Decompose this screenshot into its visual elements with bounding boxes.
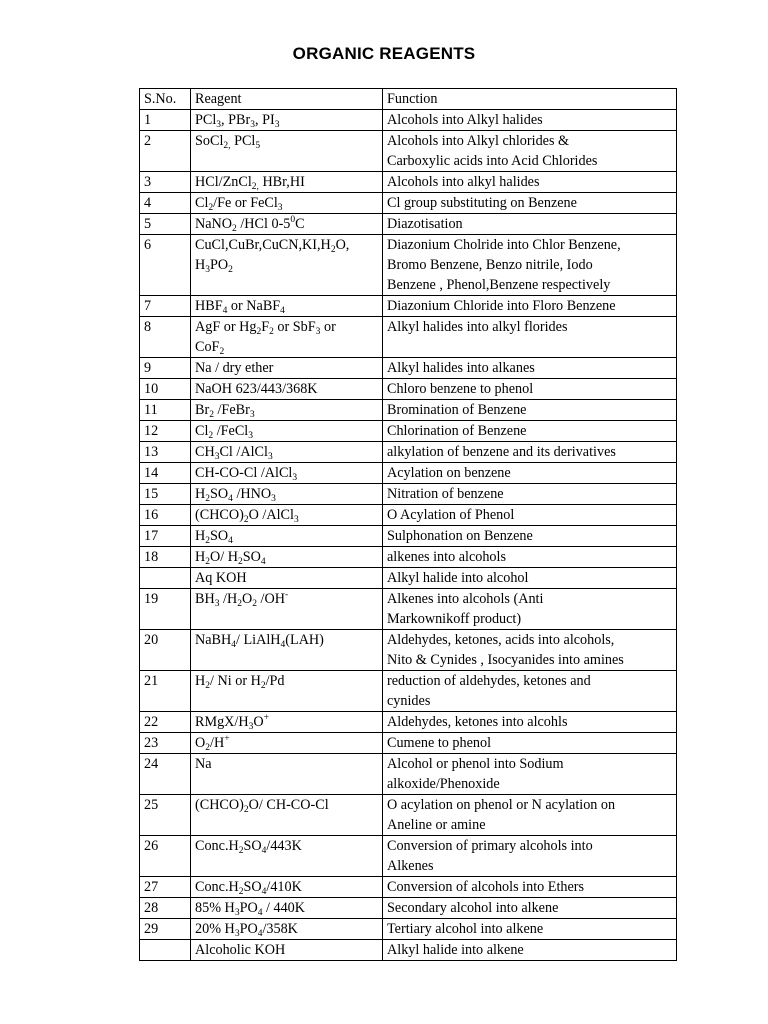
header-reagent: Reagent xyxy=(191,89,383,110)
cell-function: Diazonium Chloride into Floro Benzene xyxy=(383,296,677,317)
cell-reagent: $HBF_4$ or NaBF$_4$ xyxy=(191,296,383,317)
cell-reagent: $CH_3Cl$ /AlCl$_3$ xyxy=(191,442,383,463)
cell-reagent: $Cl_2/Fe$ or FeCl$_3$ xyxy=(191,193,383,214)
table-row xyxy=(140,421,677,442)
table-body xyxy=(140,110,677,961)
header-function: Function xyxy=(383,89,677,110)
cell-sno: 9 xyxy=(140,358,191,379)
cell-function: Cl group substituting on Benzene xyxy=(383,193,677,214)
table-row xyxy=(140,296,677,317)
cell-sno: 23 xyxy=(140,733,191,754)
cell-sno: 29 xyxy=(140,919,191,940)
table-header-row xyxy=(140,89,677,110)
cell-function: Tertiary alcohol into alkene xyxy=(383,919,677,940)
cell-sno: 25 xyxy=(140,795,191,836)
table-row xyxy=(140,463,677,484)
cell-sno: 24 xyxy=(140,754,191,795)
table-row xyxy=(140,526,677,547)
table-row xyxy=(140,484,677,505)
cell-sno xyxy=(140,940,191,961)
table-row xyxy=(140,358,677,379)
table-row xyxy=(140,795,677,836)
cell-sno: 20 xyxy=(140,630,191,671)
cell-function: Secondary alcohol into alkene xyxy=(383,898,677,919)
table-row xyxy=(140,712,677,733)
cell-sno: 13 xyxy=(140,442,191,463)
table-row xyxy=(140,589,677,630)
table-row xyxy=(140,877,677,898)
cell-function: Nitration of benzene xyxy=(383,484,677,505)
cell-function: Bromination of Benzene xyxy=(383,400,677,421)
cell-function: alkylation of benzene and its derivatives xyxy=(383,442,677,463)
table-row xyxy=(140,317,677,358)
cell-function: Alkyl halides into alkanes xyxy=(383,358,677,379)
reagents-table xyxy=(139,88,677,961)
cell-function: alkenes into alcohols xyxy=(383,547,677,568)
cell-reagent: $Conc.H_2SO_4/443K$ xyxy=(191,836,383,877)
cell-reagent: CH-CO-Cl /AlCl$_3$ xyxy=(191,463,383,484)
table-row xyxy=(140,836,677,877)
cell-reagent: $BH_3$ $/H_2O_2$ /OH- xyxy=(191,589,383,630)
table-row xyxy=(140,919,677,940)
cell-reagent: $Conc.H_2SO_4/410K$ xyxy=(191,877,383,898)
cell-sno: 5 xyxy=(140,214,191,235)
cell-reagent: 20% $H_3PO_4/358K$ xyxy=(191,919,383,940)
cell-sno: 17 xyxy=(140,526,191,547)
table-row xyxy=(140,630,677,671)
cell-reagent: $Br_2$ /FeBr$_3$ xyxy=(191,400,383,421)
cell-function: Alkyl halide into alkene xyxy=(383,940,677,961)
cell-reagent: HCl/ZnCl$_{2,}$ HBr,HI xyxy=(191,172,383,193)
table-row xyxy=(140,193,677,214)
cell-reagent: NaNO$_2$ /HCl $0-5^0C$ xyxy=(191,214,383,235)
table-row xyxy=(140,172,677,193)
cell-reagent: $Cl_2$ /FeCl$_3$ xyxy=(191,421,383,442)
cell-sno: 6 xyxy=(140,235,191,296)
cell-function: reduction of aldehydes, ketones and cynides xyxy=(383,671,677,712)
cell-function: Chlorination of Benzene xyxy=(383,421,677,442)
cell-reagent: $H_2SO_4$ xyxy=(191,526,383,547)
cell-reagent: Na / dry ether xyxy=(191,358,383,379)
cell-function: Alcohols into alkyl halides xyxy=(383,172,677,193)
cell-reagent: AgF or $Hg_2F_2$ or SbF$_3$ or CoF$_2$ xyxy=(191,317,383,358)
cell-function: Conversion of primary alcohols into Alkenes xyxy=(383,836,677,877)
cell-function: Alcohols into Alkyl chlorides & Carboxylic acids into Acid Chlorides xyxy=(383,131,677,172)
cell-function: O acylation on phenol or N acylation on Aneline or amine xyxy=(383,795,677,836)
cell-sno: 1 xyxy=(140,110,191,131)
cell-function: Alcohol or phenol into Sodium alkoxide/Phenoxide xyxy=(383,754,677,795)
cell-reagent: PCl$_3$, PBr$_3$, $PI_3$ xyxy=(191,110,383,131)
table-row xyxy=(140,400,677,421)
cell-function: Alkenes into alcohols (Anti Markownikoff product) xyxy=(383,589,677,630)
cell-reagent: 85% $H_3PO_4 / 440K$ xyxy=(191,898,383,919)
cell-function: Aldehydes, ketones, acids into alcohols, Nito & Cynides , Isocyanides into amines xyxy=(383,630,677,671)
cell-function: Alcohols into Alkyl halides xyxy=(383,110,677,131)
cell-function: Acylation on benzene xyxy=(383,463,677,484)
table-row xyxy=(140,898,677,919)
cell-reagent: $O_2/H^+$ xyxy=(191,733,383,754)
cell-reagent: $CuCl,CuBr,CuCN,KI,H_2O$, $H_3PO_2$ xyxy=(191,235,383,296)
table-row xyxy=(140,505,677,526)
cell-sno: 27 xyxy=(140,877,191,898)
table-row xyxy=(140,940,677,961)
cell-reagent: NaOH 623/443/368K xyxy=(191,379,383,400)
table-row xyxy=(140,754,677,795)
cell-function: Alkyl halide into alcohol xyxy=(383,568,677,589)
cell-sno: 16 xyxy=(140,505,191,526)
cell-sno: 2 xyxy=(140,131,191,172)
cell-sno: 10 xyxy=(140,379,191,400)
table-row xyxy=(140,547,677,568)
cell-function: Diazotisation xyxy=(383,214,677,235)
cell-reagent: Na xyxy=(191,754,383,795)
cell-function: Alkyl halides into alkyl florides xyxy=(383,317,677,358)
cell-reagent: $H_2SO_4$ $/HNO_3$ xyxy=(191,484,383,505)
cell-reagent: SoCl$_{2,}$ PCl$_5$ xyxy=(191,131,383,172)
page-title: ORGANIC REAGENTS xyxy=(292,44,476,63)
cell-sno: 22 xyxy=(140,712,191,733)
cell-reagent: $H_2/$ Ni or $H_2/Pd$ xyxy=(191,671,383,712)
table-row xyxy=(140,671,677,712)
cell-function: Aldehydes, ketones into alcohls xyxy=(383,712,677,733)
cell-reagent: Alcoholic KOH xyxy=(191,940,383,961)
cell-sno: 14 xyxy=(140,463,191,484)
cell-reagent: Aq KOH xyxy=(191,568,383,589)
cell-sno: 21 xyxy=(140,671,191,712)
cell-function: Conversion of alcohols into Ethers xyxy=(383,877,677,898)
table-row xyxy=(140,733,677,754)
cell-sno: 15 xyxy=(140,484,191,505)
cell-sno: 12 xyxy=(140,421,191,442)
header-sno: S.No. xyxy=(140,89,191,110)
cell-function: O Acylation of Phenol xyxy=(383,505,677,526)
cell-function: Chloro benzene to phenol xyxy=(383,379,677,400)
cell-sno: 11 xyxy=(140,400,191,421)
cell-function: Sulphonation on Benzene xyxy=(383,526,677,547)
cell-function: Diazonium Cholride into Chlor Benzene, Bromo Benzene, Benzo nitrile, Iodo Benzene , Phenol,Benzene respectively xyxy=(383,235,677,296)
cell-sno: 26 xyxy=(140,836,191,877)
cell-sno xyxy=(140,568,191,589)
table-row xyxy=(140,235,677,296)
cell-sno: 28 xyxy=(140,898,191,919)
cell-reagent: $(CHCO)_2O$ /AlCl$_3$ xyxy=(191,505,383,526)
cell-reagent: $(CHCO)_2O/$ CH-CO-Cl xyxy=(191,795,383,836)
cell-sno: 8 xyxy=(140,317,191,358)
cell-reagent: RMgX/$H_3O^+$ xyxy=(191,712,383,733)
cell-reagent: NaBH$_4$/ LiAlH$_4$(LAH) xyxy=(191,630,383,671)
cell-sno: 4 xyxy=(140,193,191,214)
table-row xyxy=(140,110,677,131)
table-row xyxy=(140,379,677,400)
table-row xyxy=(140,568,677,589)
cell-sno: 7 xyxy=(140,296,191,317)
cell-function: Cumene to phenol xyxy=(383,733,677,754)
cell-sno: 18 xyxy=(140,547,191,568)
cell-sno: 19 xyxy=(140,589,191,630)
table-row xyxy=(140,131,677,172)
cell-reagent: $H_2O/$ $H_2SO_4$ xyxy=(191,547,383,568)
cell-sno: 3 xyxy=(140,172,191,193)
table-row xyxy=(140,442,677,463)
table-row xyxy=(140,214,677,235)
